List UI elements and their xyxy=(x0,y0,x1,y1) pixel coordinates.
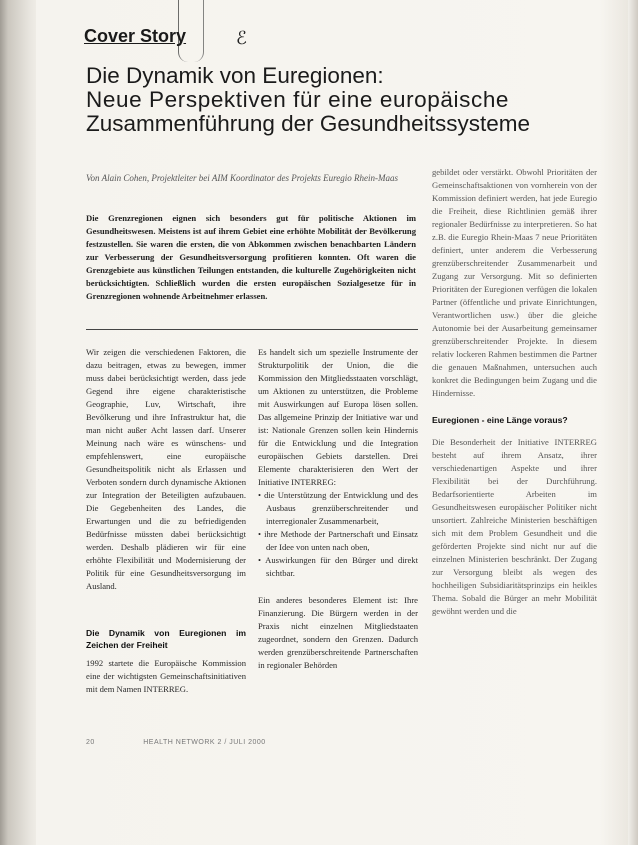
paragraph: Ein anderes besonderes Element ist: Ihre Finanzierung. Die Bürgern werden in der Praxis nicht einzelnen Mitgliedstaaten zugeordnet, sondern den Grenzen. Dadurch werden grenzüberschreitende Partnerschaften in regionaler Behörden xyxy=(258,595,418,670)
section-label: Cover Story xyxy=(84,26,187,46)
list-item: • ihre Methode der Partnerschaft und Einsatz der Idee von unten nach oben, xyxy=(266,528,418,554)
column-2 xyxy=(258,346,418,672)
page-number: 20 xyxy=(86,739,95,746)
column-3 xyxy=(432,166,597,618)
page-gutter-shadow xyxy=(0,0,36,845)
title-line-1: Die Dynamik von Euregionen: xyxy=(86,63,384,88)
page-right-edge xyxy=(628,0,638,845)
bullet-list xyxy=(258,489,418,580)
page-footer xyxy=(86,739,266,746)
byline: Von Alain Cohen, Projektleiter bei AIM Koordinator des Projekts Euregio Rhein-Maas xyxy=(86,173,399,183)
section-heading: Euregionen - eine Länge voraus? xyxy=(432,415,568,425)
title-line-3: Zusammenführung der Gesundheitssysteme xyxy=(86,111,530,136)
list-item: • Auswirkungen für den Bürger und direkt sichtbar. xyxy=(266,554,418,580)
list-item: • die Unterstützung der Entwicklung und des Ausbaus grenzüberschreitender und interregionaler Zusammenarbeit, xyxy=(266,489,418,528)
paragraph: Wir zeigen die verschiedenen Faktoren, die dazu beitragen, etwas zu bewegen, immer muss dabei berücksichtigt werden, dass jede Gegend ihre eigene charakteristische Geographie, Luv, Wirtschaft, ihre Bevölkerung und ihre Infrastruktur hat, die man nicht außer Acht lassen darf. Unserer Meinung nach wäre es wünschens- und empfehlenswert, eine europäische Gesundheitspolitik nicht als Erlassen und Verboten sondern durch dynamische Aktionen zur Integration der Beteiligten aufzubauen. Die Gegebenheiten des Landes, die Erwartungen und die zu befriedigenden Bedürfnisse müssten dabei berücksichtigt werden. Deshalb plädieren wir für eine erhöhte Flexibilität und Modernisierung der Politik für eine Gesundheitsversorgung im Ausland. xyxy=(86,347,246,591)
lead-paragraph: Die Grenzregionen eignen sich besonders gut für politische Aktionen im Gesundheitswesen. Meistens ist auf ihrem Gebiet eine erhöhte Mobilität der Bevölkerung festzustellen. Sie waren die ersten, die von Abkommen zwischen benachbarten Ländern zur Verbesserung der Gesundheitsversorgung profitieren konnten. Oft waren die Grenzgebiete aus künstlichen Teilungen entstanden, die kulturelle Zugehörigkeiten nicht berücksichtigten. Schließlich wurden die ersten europäischen Sozialgesetze für in Grenzregionen wohnende Arbeitnehmer erlassen. xyxy=(86,213,416,301)
handwritten-mark-icon: ℰ xyxy=(236,28,247,49)
column-1 xyxy=(86,346,246,694)
paragraph: gebildet oder verstärkt. Obwohl Prioritäten der Gemeinschaftsaktionen von vornherein von der Kommission definiert werden, hat jede Euregio die Freiheit, diese Richtlinien gemäß ihrer regionaler Bedürfnisse zu interpretieren. So hat z.B. die Euregio Rhein-Maas 7 neue Prioritäten definiert, unter anderem die Verbesserung grenzüberschreitender Zusammenarbeit und Zugang zur Versorgung. Mit so definierten Prioritäten der Euregionen verfügen die lokalen Partner (öffentliche und private Einrichtungen, Verantwortlichen usw.) über die gleiche Autonomie bei der Ausarbeitung gemeinsamer grenzüberschreitender Projekte. In diesem relativ lockeren Rahmen bestimmen die Partner die genauen Maßnahmen, untersuchen auch konkret die Bedingungen beim Zugang und die Hindernisse. xyxy=(432,167,597,398)
paragraph: Es handelt sich um spezielle Instrumente der Strukturpolitik der Union, die die Kommission den Mitgliedsstaaten vorschlägt, um Aktionen zu unterstützen, die Probleme mit Auswirkungen auf Europa lösen sollen. Das allgemeine Prinzip der Initiative war und ist: Nationale Grenzen sollen kein Hindernis für die Entwicklung und die Integration europäischen Gebiets darstellen. Drei Elemente charakterisieren den Wert der Initiative INTERREG: xyxy=(258,347,418,487)
divider xyxy=(86,329,418,330)
article-title xyxy=(86,64,606,136)
title-line-2: Neue Perspektiven für eine europäische xyxy=(86,87,510,112)
paragraph: 1992 startete die Europäische Kommission eine der wichtigsten Gemeinschaftsinitiativen mit dem Namen INTERREG. xyxy=(86,658,246,694)
publication-name: HEALTH NETWORK 2 / JULI 2000 xyxy=(143,739,266,746)
section-heading: Die Dynamik von Euregionen im Zeichen der Freiheit xyxy=(86,628,246,650)
paragraph: Die Besonderheit der Initiative INTERREG besteht auf ihrem Ansatz, ihrer verschiedenartigen Aspekte und ihrer Flexibilität bei der Durchführung. Bedarfsorientierte Arbeiten im Gesundheitswesen europäischer Politiker nicht unsortiert. Zahlreiche Ministerien beschäftigen sich mit dem Problem Gesundheit und die geförderten Projekte sind nicht nur auf die einzelnen Ministerien beschränkt. Der Zugang zur Versorgung bleibt als wegen des hochheiligen Subsidiaritätsprinzips ein heikles Thema. Sobald die Bürger an mehr Mobilität gewöhnt werden und die xyxy=(432,437,597,616)
